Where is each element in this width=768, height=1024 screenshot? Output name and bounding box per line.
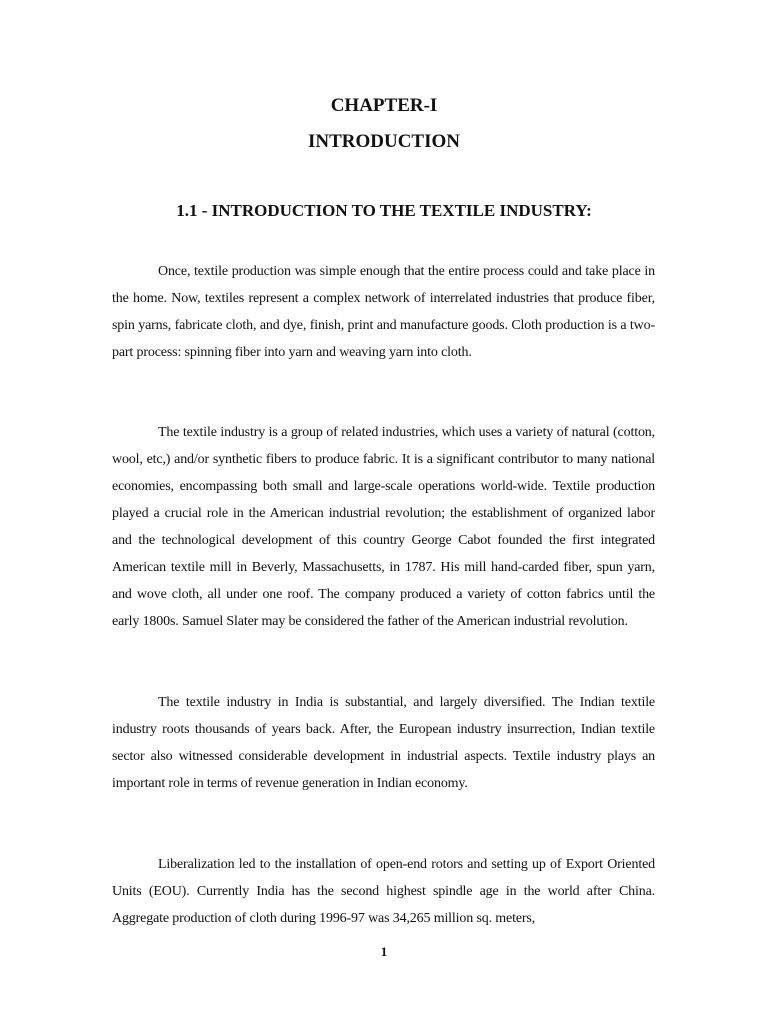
page-number: 1 [380,944,388,959]
paragraph-textile-process: Once, textile production was simple enough that the entire process could and take place in the home. Now, textiles represent a complex network of interrelated industries that produce fiber, spin yarns, fabricate cloth, and dye, finish, print and manufacture goods. Cloth production is a two-part process: spinning fiber into yarn and weaving yarn into cloth. [112,264,655,360]
section-heading: 1.1 - INTRODUCTION TO THE TEXTILE INDUSTRY: [176,201,592,220]
paragraph-liberalization: Liberalization led to the installation of open-end rotors and setting up of Export Oriented Units (EOU). Currently India has the second highest spindle age in the world after China. Aggregate production of cloth during 1996-97 was 34,265 million sq. meters, [112,857,655,926]
chapter-label: CHAPTER-I [330,95,438,116]
paragraph-textile-industry: The textile industry is a group of related industries, which uses a variety of natural (cotton, wool, etc,) and/or synthetic fibers to produce fabric. It is a significant contributor to many national economies, encompassing both small and large-scale operations world-wide. Textile production played a crucial role in the American industrial revolution; the establishment of organized labor and the technological development of this country George Cabot founded the first integrated American textile mill in Beverly, Massachusetts, in 1787. His mill hand-carded fiber, spun yarn, and wove cloth, all under one roof. The company produced a variety of cotton fabrics until the early 1800s. Samuel Slater may be considered the father of the American industrial revolution. [112,425,655,629]
chapter-title: INTRODUCTION [307,131,461,152]
paragraph-india-textile: The textile industry in India is substantial, and largely diversified. The Indian textile industry roots thousands of years back. After, the European industry insurrection, Indian textile sector also witnessed considerable development in industrial aspects. Textile industry plays an important role in terms of revenue generation in Indian economy. [112,695,655,791]
